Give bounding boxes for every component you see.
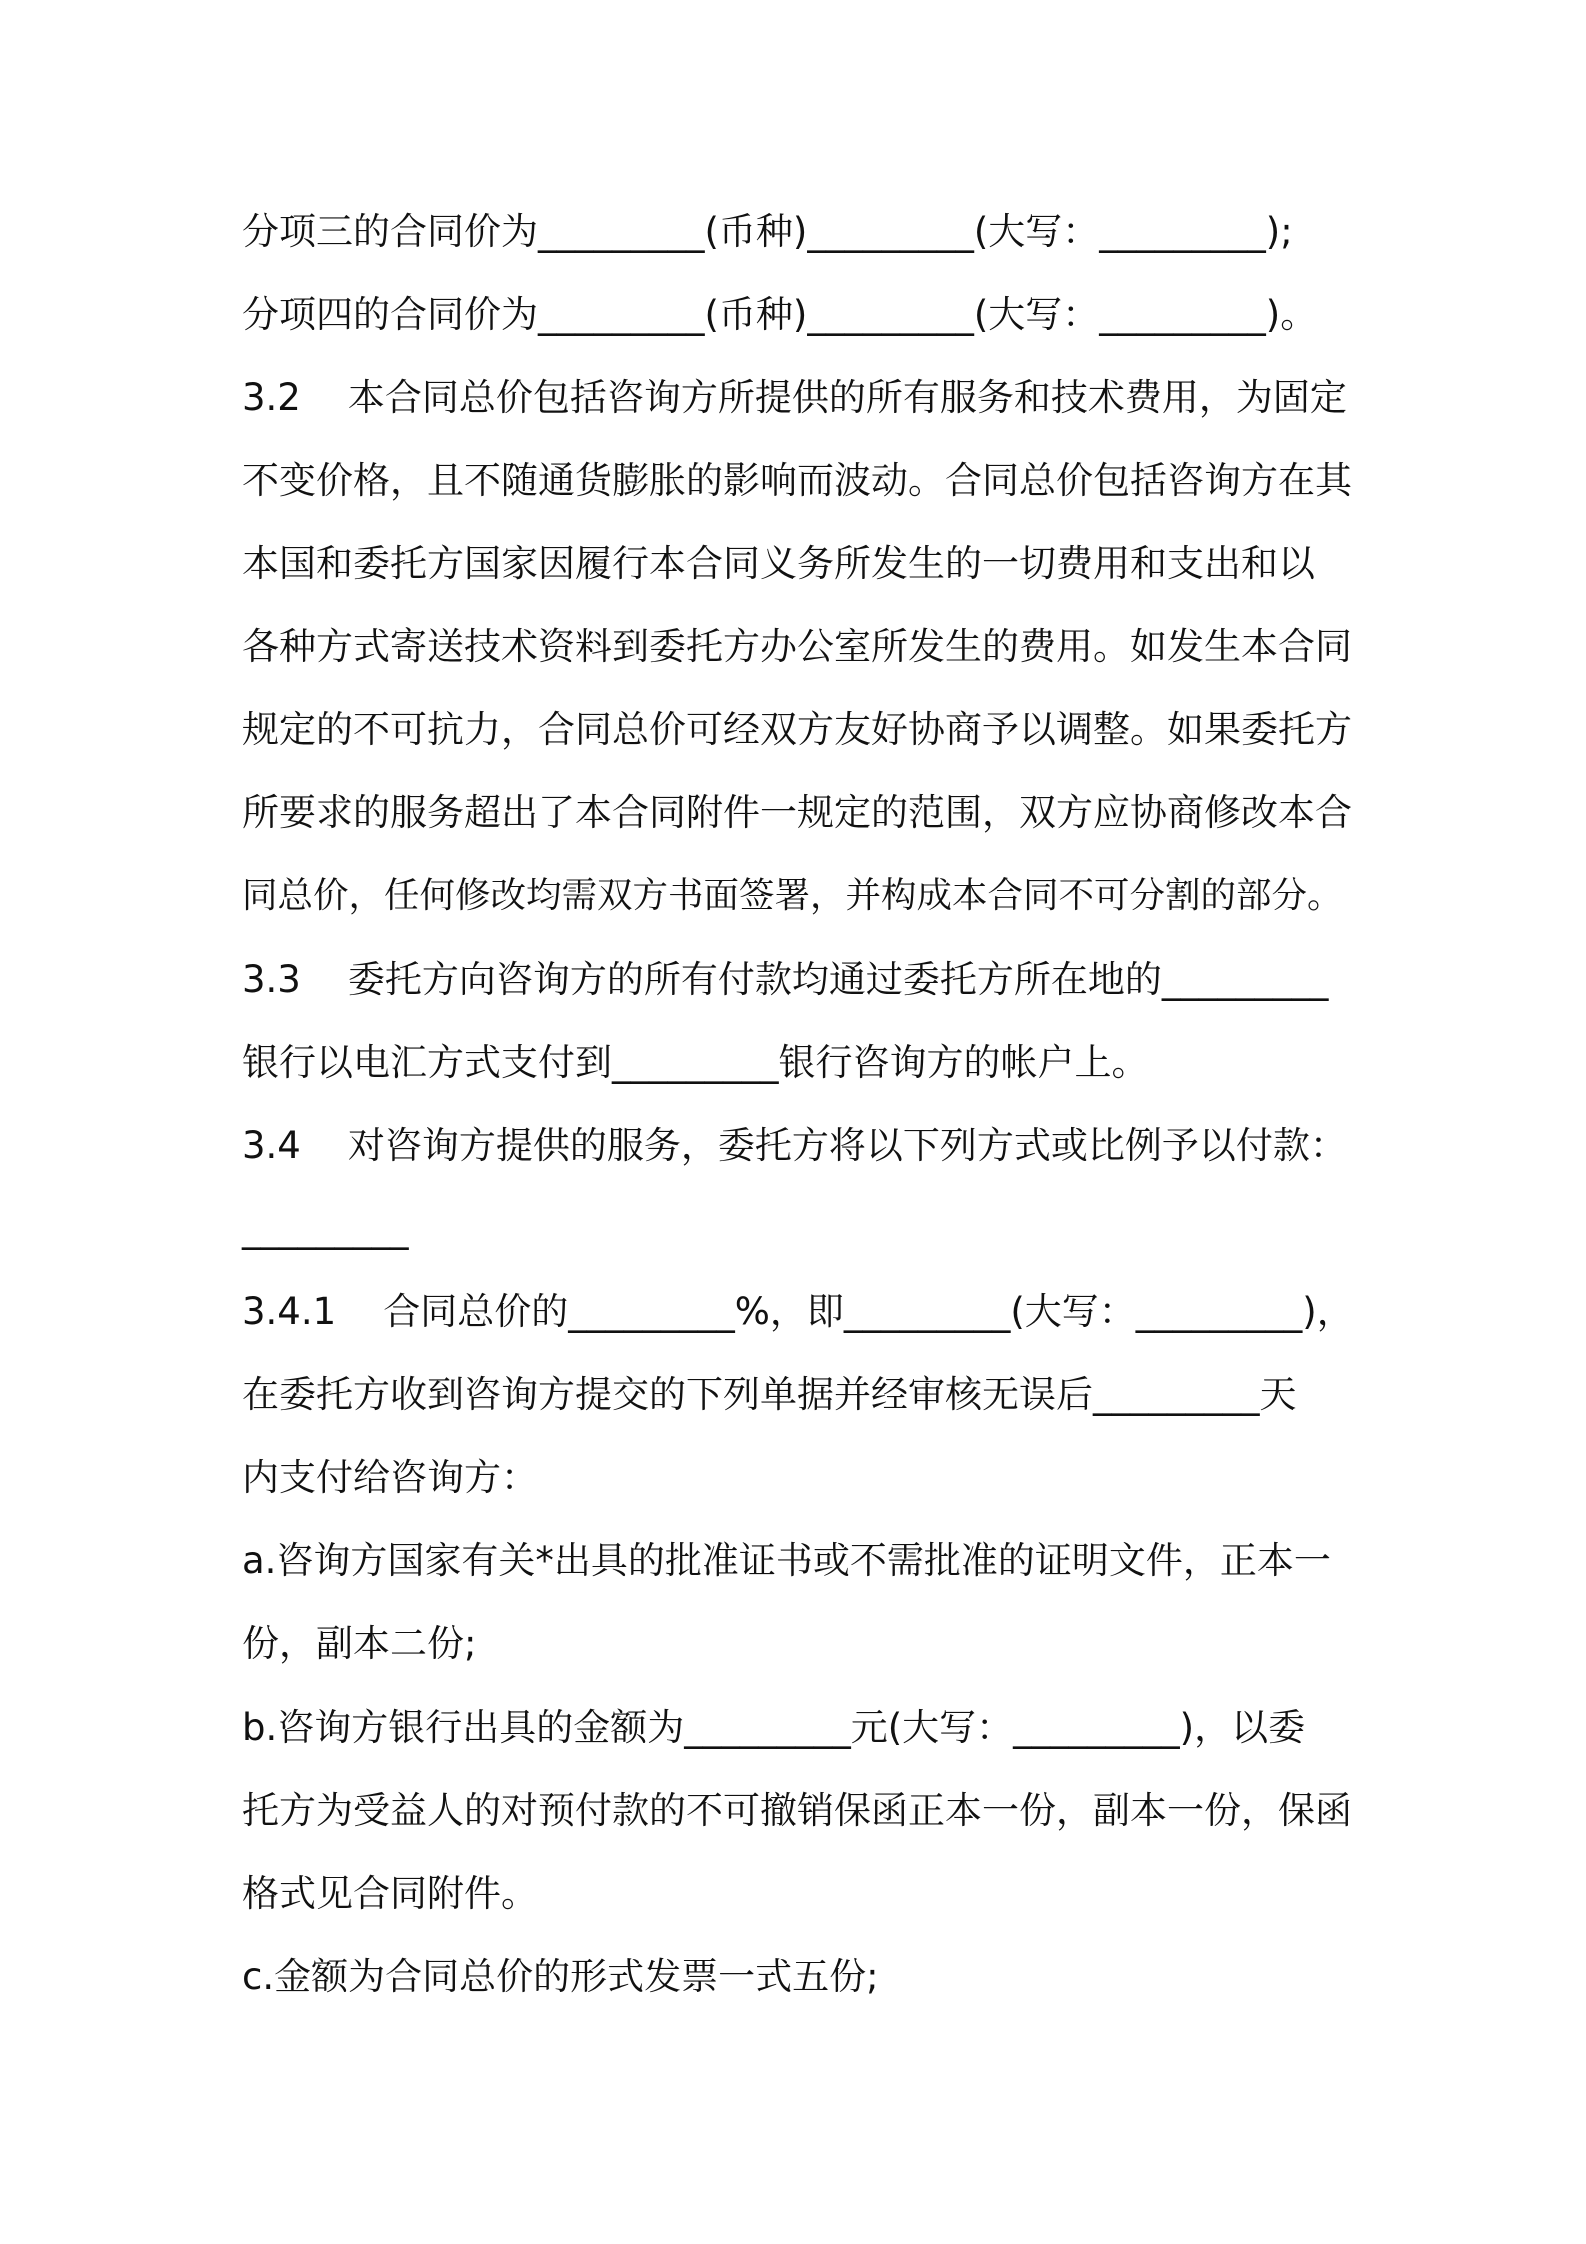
line-item-a: a.咨询方国家有关*出具的批准证书或不需批准的证明文件，正本一	[242, 1539, 1331, 1582]
line-item-c: c.金额为合同总价的形式发票一式五份;	[242, 1955, 879, 1998]
line-clause-3-3-cont: 银行以电汇方式支付到_________银行咨询方的帐户上。	[242, 1041, 1149, 1084]
line-clause-3-4-1-cont-1: 在委托方收到咨询方提交的下列单据并经审核无误后_________天	[242, 1373, 1297, 1416]
line-clause-3-3: 3.3 委托方向咨询方的所有付款均通过委托方所在地的_________	[242, 958, 1329, 1001]
line-subitem-3-price: 分项三的合同价为_________(币种)_________(大写：_________);	[242, 210, 1293, 253]
line-clause-3-4: 3.4 对咨询方提供的服务，委托方将以下列方式或比例予以付款：	[242, 1124, 1347, 1167]
line-clause-3-4-1: 3.4.1 合同总价的_________%，即_________(大写：_________)，	[242, 1290, 1354, 1333]
line-clause-3-4-blank: _________	[242, 1207, 409, 1250]
line-clause-3-2-cont-6: 同总价，任何修改均需双方书面签署，并构成本合同不可分割的部分。	[242, 875, 1343, 916]
line-item-a-cont: 份，副本二份;	[242, 1622, 477, 1665]
line-clause-3-2-cont-5: 所要求的服务超出了本合同附件一规定的范围，双方应协商修改本合	[242, 791, 1352, 834]
line-clause-3-2-cont-2: 本国和委托方国家因履行本合同义务所发生的一切费用和支出和以	[242, 542, 1315, 585]
line-clause-3-2-cont-3: 各种方式寄送技术资料到委托方办公室所发生的费用。如发生本合同	[242, 625, 1352, 668]
line-item-b-cont-2: 格式见合同附件。	[242, 1872, 538, 1915]
line-clause-3-2: 3.2 本合同总价包括咨询方所提供的所有服务和技术费用，为固定	[242, 376, 1347, 419]
line-clause-3-4-1-cont-2: 内支付给咨询方：	[242, 1456, 538, 1499]
line-subitem-4-price: 分项四的合同价为_________(币种)_________(大写：_________)。	[242, 293, 1318, 336]
line-clause-3-2-cont-1: 不变价格，且不随通货膨胀的影响而波动。合同总价包括咨询方在其	[242, 459, 1352, 502]
line-clause-3-2-cont-4: 规定的不可抗力，合同总价可经双方友好协商予以调整。如果委托方	[242, 708, 1352, 751]
line-item-b: b.咨询方银行出具的金额为_________元(大写：_________)，以委	[242, 1706, 1306, 1749]
line-item-b-cont-1: 托方为受益人的对预付款的不可撤销保函正本一份，副本一份，保函	[242, 1789, 1352, 1832]
